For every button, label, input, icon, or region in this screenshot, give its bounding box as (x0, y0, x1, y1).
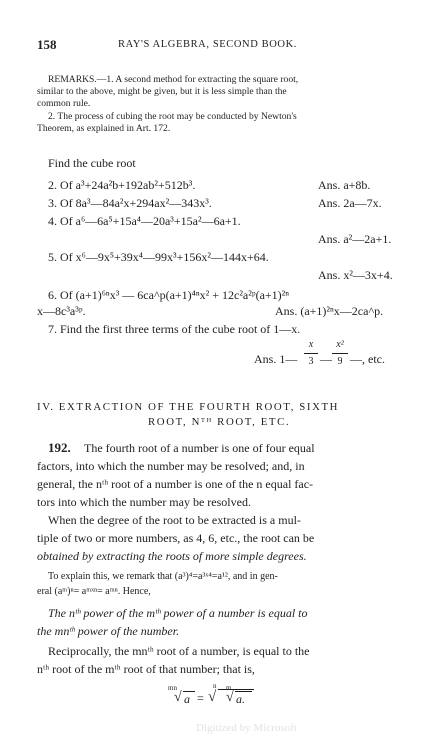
paragraph-line: The nᵗʰ power of the mᵗʰ power of a number is equal to (48, 606, 308, 620)
exercise-answer-label: Ans. 1— (254, 352, 298, 366)
paragraph-line: factors, into which the number may be resolved; and, in (37, 459, 305, 473)
section-heading: IV. EXTRACTION OF THE FOURTH ROOT, SIXTH (37, 401, 340, 413)
paragraph-line: general, the nᵗʰ root of a number is one of the n equal fac- (37, 477, 314, 491)
fraction-bar (304, 353, 318, 354)
root-index: n (213, 682, 217, 690)
exercise-answer: Ans. x²—3x+4. (318, 268, 393, 282)
paragraph-line: Reciprocally, the mnᵗʰ root of a number, is equal to the (48, 644, 310, 658)
paragraph-line: obtained by extracting the roots of more simple degrees. (37, 549, 307, 563)
exercise-answer: Ans. (a+1)²ⁿx—2ca^p. (275, 304, 384, 318)
paragraph-line: eral (aᵐ)ⁿ= aᵐˣⁿ= aᵐⁿ. Hence, (37, 586, 151, 597)
exercise-answer: Ans. a²—2a+1. (318, 232, 392, 246)
paragraph-line: tors into which the number may be resolved. (37, 495, 251, 509)
root-index: m (226, 684, 232, 692)
radical-sign: √ (208, 689, 217, 705)
article-number: 192. (48, 440, 71, 455)
paragraph-line: When the degree of the root to be extracted is a mul- (48, 513, 301, 527)
exercise-question: 6. Of (a+1)⁶ⁿx³ — 6ca^p(a+1)⁴ⁿx² + 12c²a²ᵖ(a+1)²ⁿ (48, 288, 290, 302)
section-heading: ROOT, Nᵀᴴ ROOT, ETC. (148, 416, 291, 428)
radicand: a. (236, 692, 245, 706)
running-title: RAY'S ALGEBRA, SECOND BOOK. (118, 39, 298, 50)
remarks-line: REMARKS.—1. A second method for extracting the square root, (48, 74, 299, 85)
radical-vinculum (218, 689, 254, 690)
paragraph-line: To explain this, we remark that (a³)⁴=a³ˣ⁴=a¹², and in gen- (48, 571, 278, 582)
exercise-answer: Ans. a+8b. (318, 178, 371, 192)
exercise-answer: Ans. 2a—7x. (318, 196, 382, 210)
exercise-answer-tail: —, etc. (350, 352, 385, 366)
paragraph-line: The fourth root of a number is one of four equal (84, 441, 315, 455)
root-index: mn (168, 684, 177, 692)
exercise-question: 2. Of a³+24a²b+192ab²+512b³. (48, 178, 196, 192)
equals-sign: = (197, 691, 204, 705)
radical-sign: √ (226, 690, 234, 705)
exercise-question: 4. Of a⁶—6a⁵+15a⁴—20a³+15a²—6a+1. (48, 214, 241, 228)
exercise-question: 3. Of 8a³—84a²x+294ax²—343x³. (48, 196, 212, 210)
remarks-line: common rule. (37, 98, 91, 109)
exercises-heading: Find the cube root (48, 156, 136, 170)
remarks-line: Theorem, as explained in Art. 172. (37, 123, 171, 134)
paragraph-line: tiple of two or more numbers, as 4, 6, etc., the root can be (37, 531, 315, 545)
page-number: 158 (37, 37, 57, 52)
exercise-question-cont: x—8c³a³ᵖ. (37, 304, 86, 318)
exercise-question: 5. Of x⁶—9x⁵+39x⁴—99x³+156x²—144x+64. (48, 250, 269, 264)
paragraph-line: nᵗʰ root of the mᵗʰ root of that number; that is, (37, 662, 255, 676)
paragraph-line: the mnᵗʰ power of the number. (37, 624, 180, 638)
remarks-line: 2. The process of cubing the root may be conducted by Newton's (48, 111, 297, 122)
exercise-question: 7. Find the first three terms of the cube root of 1—x. (48, 322, 301, 336)
fraction-denominator: 3 (308, 356, 314, 367)
remarks-line: similar to the above, might be given, but it is less simple than the (37, 86, 287, 97)
minus-sign: — (320, 352, 332, 366)
watermark: Digitized by Microsoft (196, 722, 297, 734)
fraction-numerator: x² (336, 339, 344, 350)
fraction-denominator: 9 (337, 356, 343, 367)
radical-sign: √ (174, 690, 182, 705)
fraction-bar (332, 353, 348, 354)
radicand: a (184, 692, 190, 706)
fraction-numerator: x (308, 339, 314, 350)
